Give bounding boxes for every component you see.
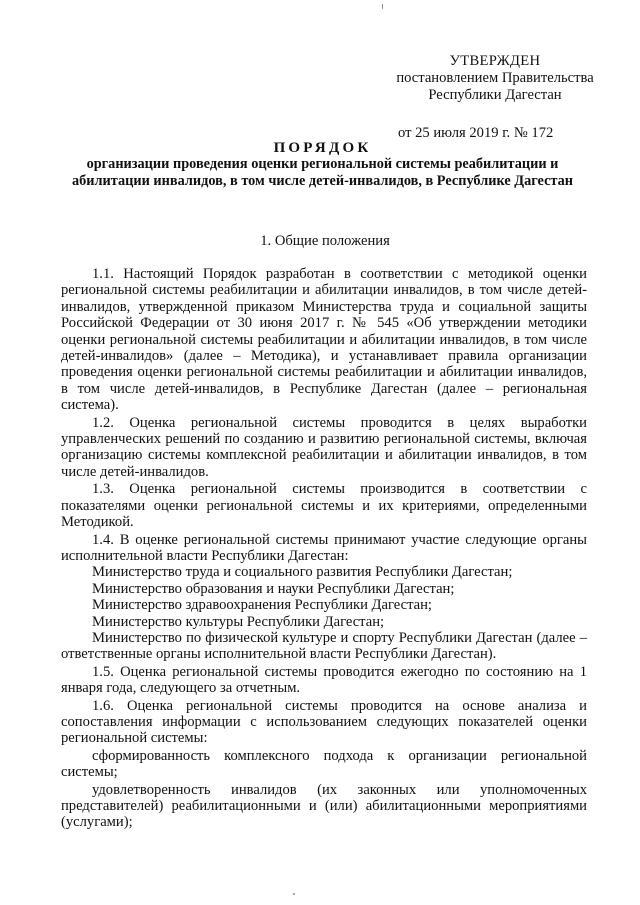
list-item-indicator-2: удовлетворенность инвалидов (их законных или уполномоченных представителей) реабилитационными и (или) абилитационными мероприятиями (услугами); <box>61 781 587 831</box>
document-body <box>61 266 587 831</box>
paragraph-1-1: 1.1. Настоящий Порядок разработан в соответствии с методикой оценки региональной системы реабилитации и абилитации инвалидов, в том числе детей-инвалидов, утвержденной приказом Министерства труда и социальной защиты Российской Федерации от 30 июня 2017 г. № 545 «Об утверждении методики оценки региональной системы реабилитации и абилитации инвалидов, в том числе детей-инвалидов» (далее – Методика), и устанавливает правила организации проведения оценки региональной системы реабилитации и абилитации инвалидов, в том числе детей-инвалидов, в Республике Дагестан (далее – региональная система). <box>61 266 587 414</box>
approval-stamp: УТВЕРЖДЕН <box>449 53 541 69</box>
approval-date: от 25 июля 2019 г. № 172 <box>398 125 554 141</box>
approval-region: Республики Дагестан <box>428 87 562 103</box>
section-heading: 1. Общие положения <box>260 233 390 249</box>
approval-block <box>380 53 610 141</box>
list-item-indicator-1: сформированность комплексного подхода к организации региональной системы; <box>61 747 587 781</box>
document-subtitle: организации проведения оценки региональной системы реабилитации и абилитации инвалидов, в том числе детей-инвалидов, в Республике Дагестан <box>71 156 573 189</box>
list-item-body-4: Министерство культуры Республики Дагестан; <box>92 613 385 630</box>
list-item-body-1: Министерство труда и социального развития Республики Дагестан; <box>92 564 513 581</box>
paragraph-1-2: 1.2. Оценка региональной системы проводится в целях выработки управленческих решений по созданию и развитию региональной системы, включая организацию системы комплексной реабилитации и абилитации инвалидов, в том числе детей-инвалидов. <box>61 414 587 480</box>
scan-speck <box>382 4 383 9</box>
list-item-body-2: Министерство образования и науки Республики Дагестан; <box>92 580 455 597</box>
paragraph-1-3: 1.3. Оценка региональной системы производится в соответствии с показателями оценки региональной системы и их критериями, определенными Методикой. <box>61 481 587 531</box>
list-item-body-3: Министерство здравоохранения Республики Дагестан; <box>92 597 432 614</box>
paragraph-1-6: 1.6. Оценка региональной системы проводится на основе анализа и сопоставления информации с использованием следующих показателей оценки региональной системы: <box>61 697 587 747</box>
approval-authority: постановлением Правительства <box>396 70 594 86</box>
paragraph-1-5: 1.5. Оценка региональной системы проводится ежегодно по состоянию на 1 января года, следующего за отчетным. <box>61 663 587 697</box>
list-item-body-5: Министерство по физической культуре и спорту Республики Дагестан (далее – ответственные органы исполнительной власти Республики Дагестан). <box>61 629 587 663</box>
document-title: ПОРЯДОК <box>273 140 372 156</box>
paragraph-1-4: 1.4. В оценке региональной системы принимают участие следующие органы исполнительной власти Республики Дагестан: <box>61 531 587 564</box>
scan-speck <box>293 893 295 895</box>
